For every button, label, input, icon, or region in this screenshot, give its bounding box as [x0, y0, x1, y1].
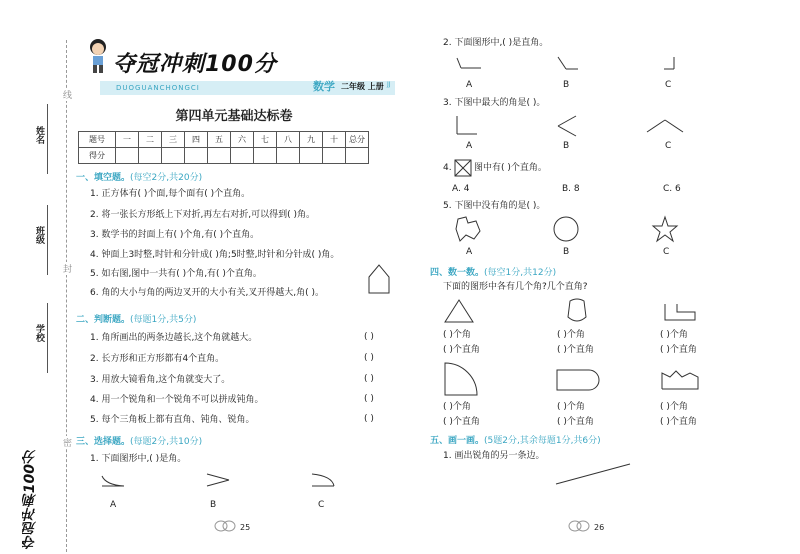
judge-question-1: 1. 角所画出的两条边越长,这个角就越大。 — [90, 333, 258, 343]
choice-question-2: 2. 下面图形中,( )是直角。 — [443, 38, 549, 48]
count-3-right[interactable]: ( )个直角 — [660, 345, 697, 355]
binding-char-2: 封 — [63, 262, 72, 275]
section-1-heading: 一、填空题。 — [76, 173, 131, 183]
section-1-note: (每空2分,共20分) — [130, 173, 203, 183]
choice-question-1: 1. 下面图形中,( )是角。 — [90, 454, 187, 464]
score-input-cell[interactable] — [300, 148, 323, 164]
choice-1-option-a[interactable]: A — [110, 500, 117, 510]
judge-question-4: 4. 用一个锐角和一个锐角不可以拼成钝角。 — [90, 395, 264, 405]
choice-1-figure-c — [310, 472, 336, 488]
choice-2-option-c[interactable]: C — [665, 80, 672, 90]
choice-1-option-b[interactable]: B — [210, 500, 217, 510]
score-input-cell[interactable] — [231, 148, 254, 164]
page-25-decoration-icon — [214, 520, 238, 532]
judge-question-2: 2. 长方形和正方形都有4个直角。 — [90, 354, 225, 364]
score-cell: 题号 — [79, 132, 116, 148]
count-rounded-shape — [566, 297, 588, 325]
score-cell: 七 — [254, 132, 277, 148]
choice-question-4-number: 4. — [443, 163, 452, 173]
choice-5-option-b[interactable]: B — [563, 247, 570, 257]
count-2-angles[interactable]: ( )个角 — [557, 330, 585, 340]
score-input-cell[interactable] — [208, 148, 231, 164]
section-4-heading: 四、数一数。 — [430, 268, 485, 278]
score-cell: 四 — [185, 132, 208, 148]
choice-5-circle-shape — [552, 215, 580, 243]
class-label: 班级 — [34, 226, 44, 244]
fill-question-1: 1. 正方体有( )个面,每个面有( )个直角。 — [90, 189, 251, 199]
brand-pinyin: DUOGUANCHONGCI — [116, 84, 200, 92]
choice-4-option-c[interactable]: C. 6 — [663, 184, 681, 194]
section-4-title — [430, 265, 556, 278]
grade-label: 二年级 上册 — [341, 82, 384, 91]
judge-question-3: 3. 用放大镜看角,这个角就变大了。 — [90, 375, 231, 385]
house-shape-figure — [367, 263, 391, 295]
school-label: 学校 — [34, 324, 44, 342]
count-4-right[interactable]: ( )个直角 — [443, 417, 480, 427]
margin-border — [66, 40, 67, 552]
count-3-angles[interactable]: ( )个角 — [660, 330, 688, 340]
section-5-title — [430, 433, 601, 446]
page-26-decoration-icon — [568, 520, 592, 532]
choice-3-figure-c — [645, 118, 685, 134]
binding-char-3: 密 — [63, 436, 72, 449]
choice-2-figure-a — [455, 56, 483, 70]
score-cell: 六 — [231, 132, 254, 148]
count-2-right[interactable]: ( )个直角 — [557, 345, 594, 355]
choice-3-figure-a — [455, 114, 479, 138]
grade-tag: JJ — [387, 81, 391, 88]
choice-1-figure-a — [100, 474, 126, 488]
section-2-title — [76, 312, 196, 325]
choice-2-figure-c — [662, 55, 678, 71]
score-table-score-row — [79, 148, 369, 164]
choice-2-figure-b — [556, 55, 580, 71]
score-cell: 九 — [300, 132, 323, 148]
section-5-note: (5题2分,其余每题1分,共6分) — [484, 436, 601, 446]
count-prompt: 下面的图形中各有几个角?几个直角? — [443, 282, 588, 292]
choice-question-5: 5. 下图中没有角的是( )。 — [443, 201, 546, 211]
fill-question-5: 5. 如右图,图中一共有( )个角,有( )个直角。 — [90, 269, 262, 279]
mascot-icon — [88, 38, 108, 74]
fill-question-2: 2. 将一张长方形纸上下对折,再左右对折,可以得到( )角。 — [90, 210, 316, 220]
page-number-26: 26 — [594, 523, 605, 532]
choice-question-4: 图中有( )个直角。 — [474, 163, 547, 173]
draw-question-1: 1. 画出锐角的另一条边。 — [443, 451, 545, 461]
count-4-angles[interactable]: ( )个角 — [443, 402, 471, 412]
choice-4-square-figure — [454, 159, 472, 177]
fill-question-4: 4. 钟面上3时整,时针和分针成( )角;5时整,时针和分针成( )角。 — [90, 250, 340, 260]
section-5-heading: 五、画一画。 — [430, 436, 485, 446]
school-line — [47, 303, 48, 373]
brand-logo: 夺冠冲刺100分 — [113, 52, 277, 77]
subject-label: 数学 — [313, 80, 335, 93]
choice-2-option-a[interactable]: A — [466, 80, 473, 90]
score-cell: 总分 — [346, 132, 369, 148]
choice-4-option-b[interactable]: B. 8 — [562, 184, 580, 194]
choice-3-option-c[interactable]: C — [665, 141, 672, 151]
section-3-title — [76, 434, 202, 447]
count-5-angles[interactable]: ( )个角 — [557, 402, 585, 412]
fill-question-3: 3. 数学书的封面上有( )个角,有( )个直角。 — [90, 230, 260, 240]
score-row-label: 得分 — [79, 148, 116, 164]
count-1-angles[interactable]: ( )个角 — [443, 330, 471, 340]
score-input-cell[interactable] — [162, 148, 185, 164]
choice-2-option-b[interactable]: B — [563, 80, 570, 90]
count-1-right[interactable]: ( )个直角 — [443, 345, 480, 355]
count-6-angles[interactable]: ( )个角 — [660, 402, 688, 412]
count-jagged-shape — [660, 369, 700, 391]
count-step-shape — [663, 302, 697, 322]
count-triangle-shape — [443, 298, 475, 324]
choice-3-option-b[interactable]: B — [563, 141, 570, 151]
section-3-note: (每题2分,共10分) — [130, 437, 203, 447]
judge-question-5: 5. 每个三角板上都有直角、钝角、锐角。 — [90, 415, 255, 425]
section-1-title — [76, 170, 202, 183]
score-cell: 八 — [277, 132, 300, 148]
score-cell: 二 — [139, 132, 162, 148]
page-title: 第四单元基础达标卷 — [175, 109, 293, 124]
score-cell: 五 — [208, 132, 231, 148]
count-capsule-shape — [555, 368, 601, 392]
fill-question-6: 6. 角的大小与角的两边叉开的大小有关,叉开得越大,角( )。 — [90, 288, 325, 298]
judge-answer-1[interactable]: ( ) — [364, 332, 374, 342]
section-3-heading: 三、选择题。 — [76, 437, 131, 447]
draw-angle-edge[interactable] — [554, 462, 634, 488]
score-input-cell[interactable] — [254, 148, 277, 164]
choice-5-option-c[interactable]: C — [663, 247, 670, 257]
choice-5-star-shape — [651, 215, 679, 243]
score-table — [78, 131, 369, 164]
judge-answer-2[interactable]: ( ) — [364, 353, 374, 363]
choice-5-irregular-shape — [454, 215, 482, 243]
class-line — [47, 205, 48, 275]
score-input-cell[interactable] — [346, 148, 369, 164]
score-input-cell[interactable] — [277, 148, 300, 164]
count-quarter-circle-shape — [443, 361, 479, 397]
score-cell: 一 — [116, 132, 139, 148]
choice-3-option-a[interactable]: A — [466, 141, 473, 151]
choice-question-3: 3. 下图中最大的角是( )。 — [443, 98, 546, 108]
count-5-right[interactable]: ( )个直角 — [557, 417, 594, 427]
choice-1-figure-b — [205, 472, 231, 488]
section-4-note: (每空1分,共12分) — [484, 268, 557, 278]
name-label: 姓名 — [34, 126, 44, 144]
name-line — [47, 104, 48, 174]
choice-3-figure-b — [556, 114, 580, 138]
score-cell: 三 — [162, 132, 185, 148]
score-table-header-row — [79, 132, 369, 148]
judge-answer-3[interactable]: ( ) — [364, 374, 374, 384]
score-input-cell[interactable] — [185, 148, 208, 164]
margin-brand-logo: 夺冠冲刺100分 — [22, 450, 38, 550]
choice-1-option-c[interactable]: C — [318, 500, 325, 510]
score-cell: 十 — [323, 132, 346, 148]
section-2-note: (每题1分,共5分) — [130, 315, 197, 325]
score-input-cell[interactable] — [139, 148, 162, 164]
binding-char-1: 线 — [63, 88, 72, 101]
choice-4-option-a[interactable]: A. 4 — [452, 184, 470, 194]
page-number-25: 25 — [240, 523, 251, 532]
section-2-heading: 二、判断题。 — [76, 315, 131, 325]
score-input-cell[interactable] — [323, 148, 346, 164]
count-6-right[interactable]: ( )个直角 — [660, 417, 697, 427]
judge-answer-5[interactable]: ( ) — [364, 414, 374, 424]
score-input-cell[interactable] — [116, 148, 139, 164]
choice-5-option-a[interactable]: A — [466, 247, 473, 257]
judge-answer-4[interactable]: ( ) — [364, 394, 374, 404]
